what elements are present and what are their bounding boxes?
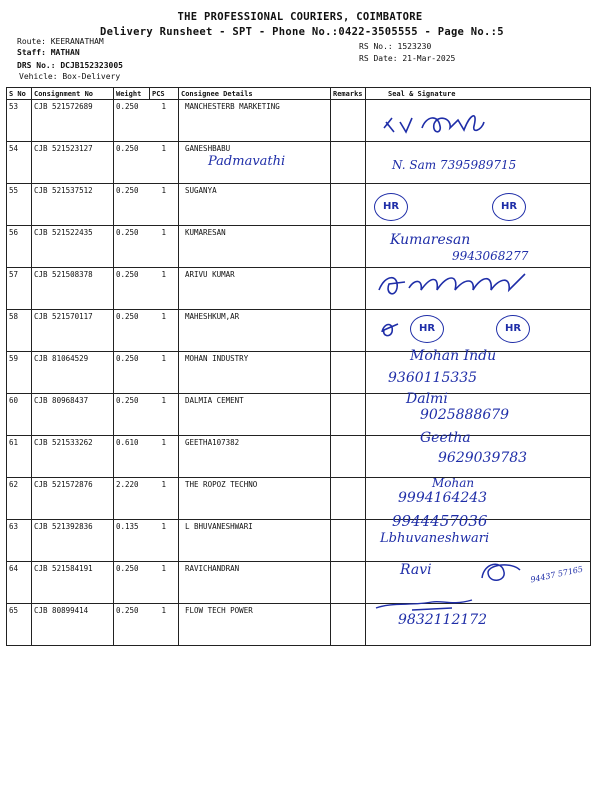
sno-cell: 57 [7,268,32,310]
col-consignment: Consignment No [32,88,114,100]
handwritten-phone: 9629039783 [438,450,528,466]
pcs-cell: 1 [150,394,179,436]
sno-cell: 59 [7,352,32,394]
sno-cell: 62 [7,478,32,520]
weight-cell: 0.250 [114,604,150,646]
vehicle-value: Box-Delivery [62,72,121,81]
consignee-cell: FLOW TECH POWER [179,604,331,646]
handwritten-phone: N. Sam 7395989715 [392,158,517,172]
handwritten-name: Ravi [400,562,432,578]
handwritten-name: Padmavathi [208,154,286,169]
handwritten-name: Lbhuvaneshwari [380,531,490,546]
sno-cell: 63 [7,520,32,562]
consignment-cell: CJB 80899414 [32,604,114,646]
table-row [7,478,591,520]
pcs-cell: 1 [150,478,179,520]
consignee-cell: DALMIA CEMENT [179,394,331,436]
pcs-cell: 1 [150,142,179,184]
weight-cell: 0.610 [114,436,150,478]
consignee-cell: THE ROPOZ TECHNO [179,478,331,520]
remarks-cell [331,436,366,478]
handwritten-phone: 9994164243 [398,490,488,506]
hr-stamp: HR [496,315,530,343]
route-line: Route: KEERANATHAM [17,37,104,46]
sno-cell: 56 [7,226,32,268]
weight-cell: 0.250 [114,352,150,394]
sno-cell: 58 [7,310,32,352]
consignment-cell: CJB 521508378 [32,268,114,310]
rs-date-value: 21-Mar-2025 [402,54,456,63]
consignment-cell: CJB 521522435 [32,226,114,268]
staff-value: MATHAN [50,48,80,57]
remarks-cell [331,226,366,268]
handwritten-phone: 9943068277 [452,249,529,263]
handwritten-phone: 9944457036 [392,512,488,530]
remarks-cell [331,310,366,352]
hr-stamp: HR [410,315,444,343]
pcs-cell: 1 [150,604,179,646]
handwritten-name: Mohan Indu [410,348,497,364]
rs-no-value: 1523230 [397,42,432,51]
consignee-cell: RAVICHANDRAN [179,562,331,604]
rs-no-line: RS No.: 1523230 [359,42,432,51]
consignee-cell: GEETHA107382 [179,436,331,478]
handwritten-name: Dalmi [406,391,448,407]
remarks-cell [331,268,366,310]
remarks-cell [331,142,366,184]
col-weight: Weight [114,88,150,100]
handwritten-name: Mohan [432,476,475,490]
pcs-cell: 1 [150,184,179,226]
table-row [7,352,591,394]
rs-date-line: RS Date: 21-Mar-2025 [359,54,456,63]
vehicle-line: Vehicle: Box-Delivery [19,72,121,81]
col-signature: Seal & Signature [366,88,591,100]
remarks-cell [331,352,366,394]
pcs-cell: 1 [150,436,179,478]
handwritten-phone: 94437 57165 [529,564,584,585]
weight-cell: 0.250 [114,226,150,268]
remarks-cell [331,562,366,604]
remarks-cell [331,394,366,436]
handwritten-name: Kumaresan [390,232,471,248]
consignment-cell: CJB 521572689 [32,100,114,142]
pcs-cell: 1 [150,310,179,352]
hr-stamp: HR [492,193,526,221]
consignee-cell: MAHESHKUM,AR [179,310,331,352]
sno-cell: 60 [7,394,32,436]
weight-cell: 0.250 [114,394,150,436]
signature-scribble [476,556,526,586]
signature-scribble [378,318,402,338]
consignee-cell: MANCHESTERB MARKETING [179,100,331,142]
table-header [7,88,591,100]
route-value: KEERANATHAM [50,37,104,46]
consignment-cell: CJB 80968437 [32,394,114,436]
col-pcs: PCS [150,88,179,100]
pcs-cell: 1 [150,562,179,604]
consignment-cell: CJB 521523127 [32,142,114,184]
handwritten-phone: 9360115335 [388,370,478,386]
col-consignee: Consignee Details [179,88,331,100]
table-row [7,604,591,646]
consignment-cell: CJB 521392836 [32,520,114,562]
sno-cell: 65 [7,604,32,646]
pcs-cell: 1 [150,226,179,268]
sno-cell: 55 [7,184,32,226]
weight-cell: 0.250 [114,100,150,142]
signature-scribble [372,592,492,614]
remarks-cell [331,520,366,562]
pcs-cell: 1 [150,352,179,394]
consignee-cell: ARIVU KUMAR [179,268,331,310]
signature-scribble [375,268,535,302]
handwritten-phone: 9025888679 [420,407,510,423]
remarks-cell [331,478,366,520]
consignment-cell: CJB 81064529 [32,352,114,394]
hr-stamp: HR [374,193,408,221]
sno-cell: 64 [7,562,32,604]
handwritten-name: Geetha [420,430,471,446]
remarks-cell [331,604,366,646]
handwritten-phone: 9832112172 [398,612,488,628]
drs-value: DCJB152323005 [60,61,123,70]
drs-line: DRS No.: DCJB152323005 [17,61,123,70]
signature-scribble [378,108,488,138]
sno-cell: 61 [7,436,32,478]
consignee-cell: L BHUVANESHWARI [179,520,331,562]
weight-cell: 0.250 [114,184,150,226]
weight-cell: 0.250 [114,562,150,604]
weight-cell: 0.250 [114,268,150,310]
remarks-cell [331,184,366,226]
pcs-cell: 1 [150,268,179,310]
col-remarks: Remarks [331,88,366,100]
company-title: THE PROFESSIONAL COURIERS, COIMBATORE [177,11,423,23]
consignee-cell: GANESHBABU [179,142,331,184]
runsheet-subtitle: Delivery Runsheet - SPT - Phone No.:0422-3505555 - Page No.:5 [100,26,504,38]
sno-cell: 53 [7,100,32,142]
remarks-cell [331,100,366,142]
consignee-cell: KUMARESAN [179,226,331,268]
sno-cell: 54 [7,142,32,184]
weight-cell: 0.250 [114,310,150,352]
table-row [7,100,591,142]
staff-line: Staff: MATHAN [17,48,80,57]
consignment-cell: CJB 521533262 [32,436,114,478]
consignee-cell: SUGANYA [179,184,331,226]
col-sno: S No [7,88,32,100]
weight-cell: 0.250 [114,142,150,184]
consignment-cell: CJB 521537512 [32,184,114,226]
pcs-cell: 1 [150,100,179,142]
consignee-cell: MOHAN INDUSTRY [179,352,331,394]
consignment-cell: CJB 521572876 [32,478,114,520]
consignment-cell: CJB 521570117 [32,310,114,352]
consignment-cell: CJB 521584191 [32,562,114,604]
weight-cell: 2.220 [114,478,150,520]
weight-cell: 0.135 [114,520,150,562]
pcs-cell: 1 [150,520,179,562]
